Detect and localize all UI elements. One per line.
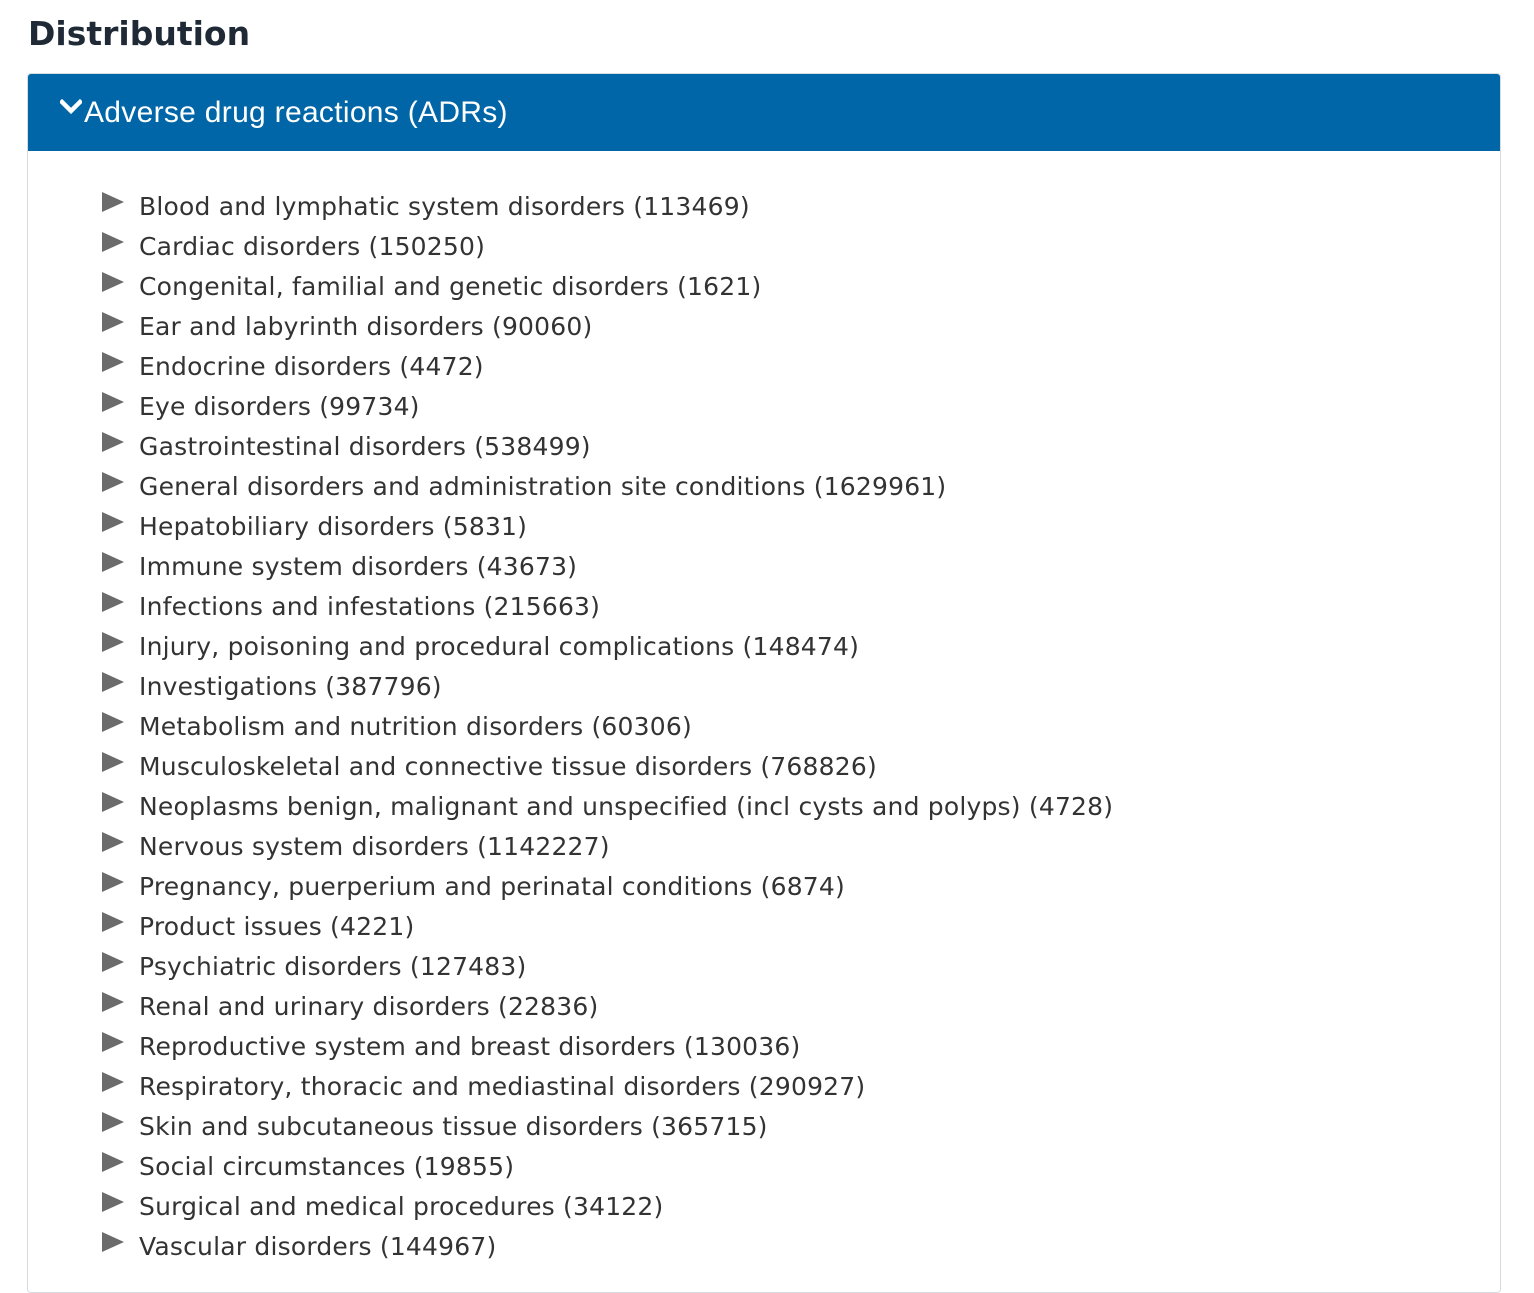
triangle-right-icon[interactable] [102, 672, 124, 692]
triangle-right-icon[interactable] [102, 992, 124, 1012]
triangle-right-icon[interactable] [102, 192, 124, 212]
soc-item[interactable] [102, 1226, 1113, 1266]
triangle-right-icon[interactable] [102, 1152, 124, 1172]
soc-item[interactable] [102, 906, 1113, 946]
soc-item[interactable] [102, 946, 1113, 986]
chevron-down-icon [60, 96, 82, 118]
soc-item[interactable] [102, 186, 1113, 226]
soc-item[interactable] [102, 1146, 1113, 1186]
soc-item-label: Respiratory, thoracic and mediastinal disorders (290927) [139, 1071, 866, 1101]
soc-item-label: Skin and subcutaneous tissue disorders (365715) [139, 1111, 768, 1141]
triangle-right-icon[interactable] [102, 912, 124, 932]
soc-item[interactable] [102, 386, 1113, 426]
soc-list [102, 186, 1113, 1266]
adr-panel [27, 73, 1501, 1293]
soc-item-label: Metabolism and nutrition disorders (60306) [139, 711, 692, 741]
soc-item[interactable] [102, 826, 1113, 866]
soc-item-label: Hepatobiliary disorders (5831) [139, 511, 528, 541]
soc-item[interactable] [102, 1106, 1113, 1146]
soc-item[interactable] [102, 626, 1113, 666]
soc-item[interactable] [102, 866, 1113, 906]
soc-item[interactable] [102, 346, 1113, 386]
triangle-right-icon[interactable] [102, 952, 124, 972]
soc-item[interactable] [102, 506, 1113, 546]
triangle-right-icon[interactable] [102, 312, 124, 332]
soc-item[interactable] [102, 986, 1113, 1026]
soc-item-label: Reproductive system and breast disorders (130036) [139, 1031, 801, 1061]
soc-item-label: Eye disorders (99734) [139, 391, 420, 421]
triangle-right-icon[interactable] [102, 792, 124, 812]
soc-item[interactable] [102, 426, 1113, 466]
triangle-right-icon[interactable] [102, 1112, 124, 1132]
triangle-right-icon[interactable] [102, 1072, 124, 1092]
triangle-right-icon[interactable] [102, 1032, 124, 1052]
soc-item[interactable] [102, 466, 1113, 506]
soc-item[interactable] [102, 1066, 1113, 1106]
soc-item-label: Product issues (4221) [139, 911, 415, 941]
soc-item-label: Renal and urinary disorders (22836) [139, 991, 599, 1021]
soc-item-label: Vascular disorders (144967) [139, 1231, 497, 1261]
section-title: Distribution [28, 14, 251, 53]
soc-item-label: Neoplasms benign, malignant and unspecified (incl cysts and polyps) (4728) [139, 791, 1114, 821]
soc-item-label: Cardiac disorders (150250) [139, 231, 486, 261]
soc-item-label: Endocrine disorders (4472) [139, 351, 484, 381]
triangle-right-icon[interactable] [102, 552, 124, 572]
triangle-right-icon[interactable] [102, 632, 124, 652]
triangle-right-icon[interactable] [102, 392, 124, 412]
soc-item-label: Injury, poisoning and procedural complications (148474) [139, 631, 860, 661]
triangle-right-icon[interactable] [102, 752, 124, 772]
triangle-right-icon[interactable] [102, 232, 124, 252]
soc-item-label: Ear and labyrinth disorders (90060) [139, 311, 593, 341]
soc-item[interactable] [102, 786, 1113, 826]
triangle-right-icon[interactable] [102, 512, 124, 532]
soc-item-label: Surgical and medical procedures (34122) [139, 1191, 664, 1221]
soc-item-label: Investigations (387796) [139, 671, 442, 701]
soc-item-label: Pregnancy, puerperium and perinatal conditions (6874) [139, 871, 845, 901]
soc-item[interactable] [102, 1186, 1113, 1226]
soc-item[interactable] [102, 226, 1113, 266]
soc-item[interactable] [102, 706, 1113, 746]
triangle-right-icon[interactable] [102, 432, 124, 452]
soc-item[interactable] [102, 666, 1113, 706]
soc-item-label: Congenital, familial and genetic disorders (1621) [139, 271, 762, 301]
triangle-right-icon[interactable] [102, 1192, 124, 1212]
soc-item-label: General disorders and administration site conditions (1629961) [139, 471, 947, 501]
soc-item[interactable] [102, 746, 1113, 786]
soc-item[interactable] [102, 266, 1113, 306]
soc-item-label: Musculoskeletal and connective tissue disorders (768826) [139, 751, 877, 781]
triangle-right-icon[interactable] [102, 1232, 124, 1252]
soc-item-label: Immune system disorders (43673) [139, 551, 578, 581]
soc-item-label: Gastrointestinal disorders (538499) [139, 431, 591, 461]
triangle-right-icon[interactable] [102, 832, 124, 852]
soc-item[interactable] [102, 586, 1113, 626]
triangle-right-icon[interactable] [102, 472, 124, 492]
triangle-right-icon[interactable] [102, 872, 124, 892]
soc-item-label: Blood and lymphatic system disorders (113469) [139, 191, 750, 221]
triangle-right-icon[interactable] [102, 272, 124, 292]
soc-item-label: Social circumstances (19855) [139, 1151, 515, 1181]
triangle-right-icon[interactable] [102, 592, 124, 612]
triangle-right-icon[interactable] [102, 352, 124, 372]
soc-item[interactable] [102, 546, 1113, 586]
soc-item[interactable] [102, 1026, 1113, 1066]
soc-item[interactable] [102, 306, 1113, 346]
triangle-right-icon[interactable] [102, 712, 124, 732]
soc-item-label: Psychiatric disorders (127483) [139, 951, 527, 981]
soc-item-label: Nervous system disorders (1142227) [139, 831, 610, 861]
adr-panel-title: Adverse drug reactions (ADRs) [84, 95, 508, 129]
adr-panel-header[interactable] [28, 74, 1500, 151]
soc-item-label: Infections and infestations (215663) [139, 591, 601, 621]
